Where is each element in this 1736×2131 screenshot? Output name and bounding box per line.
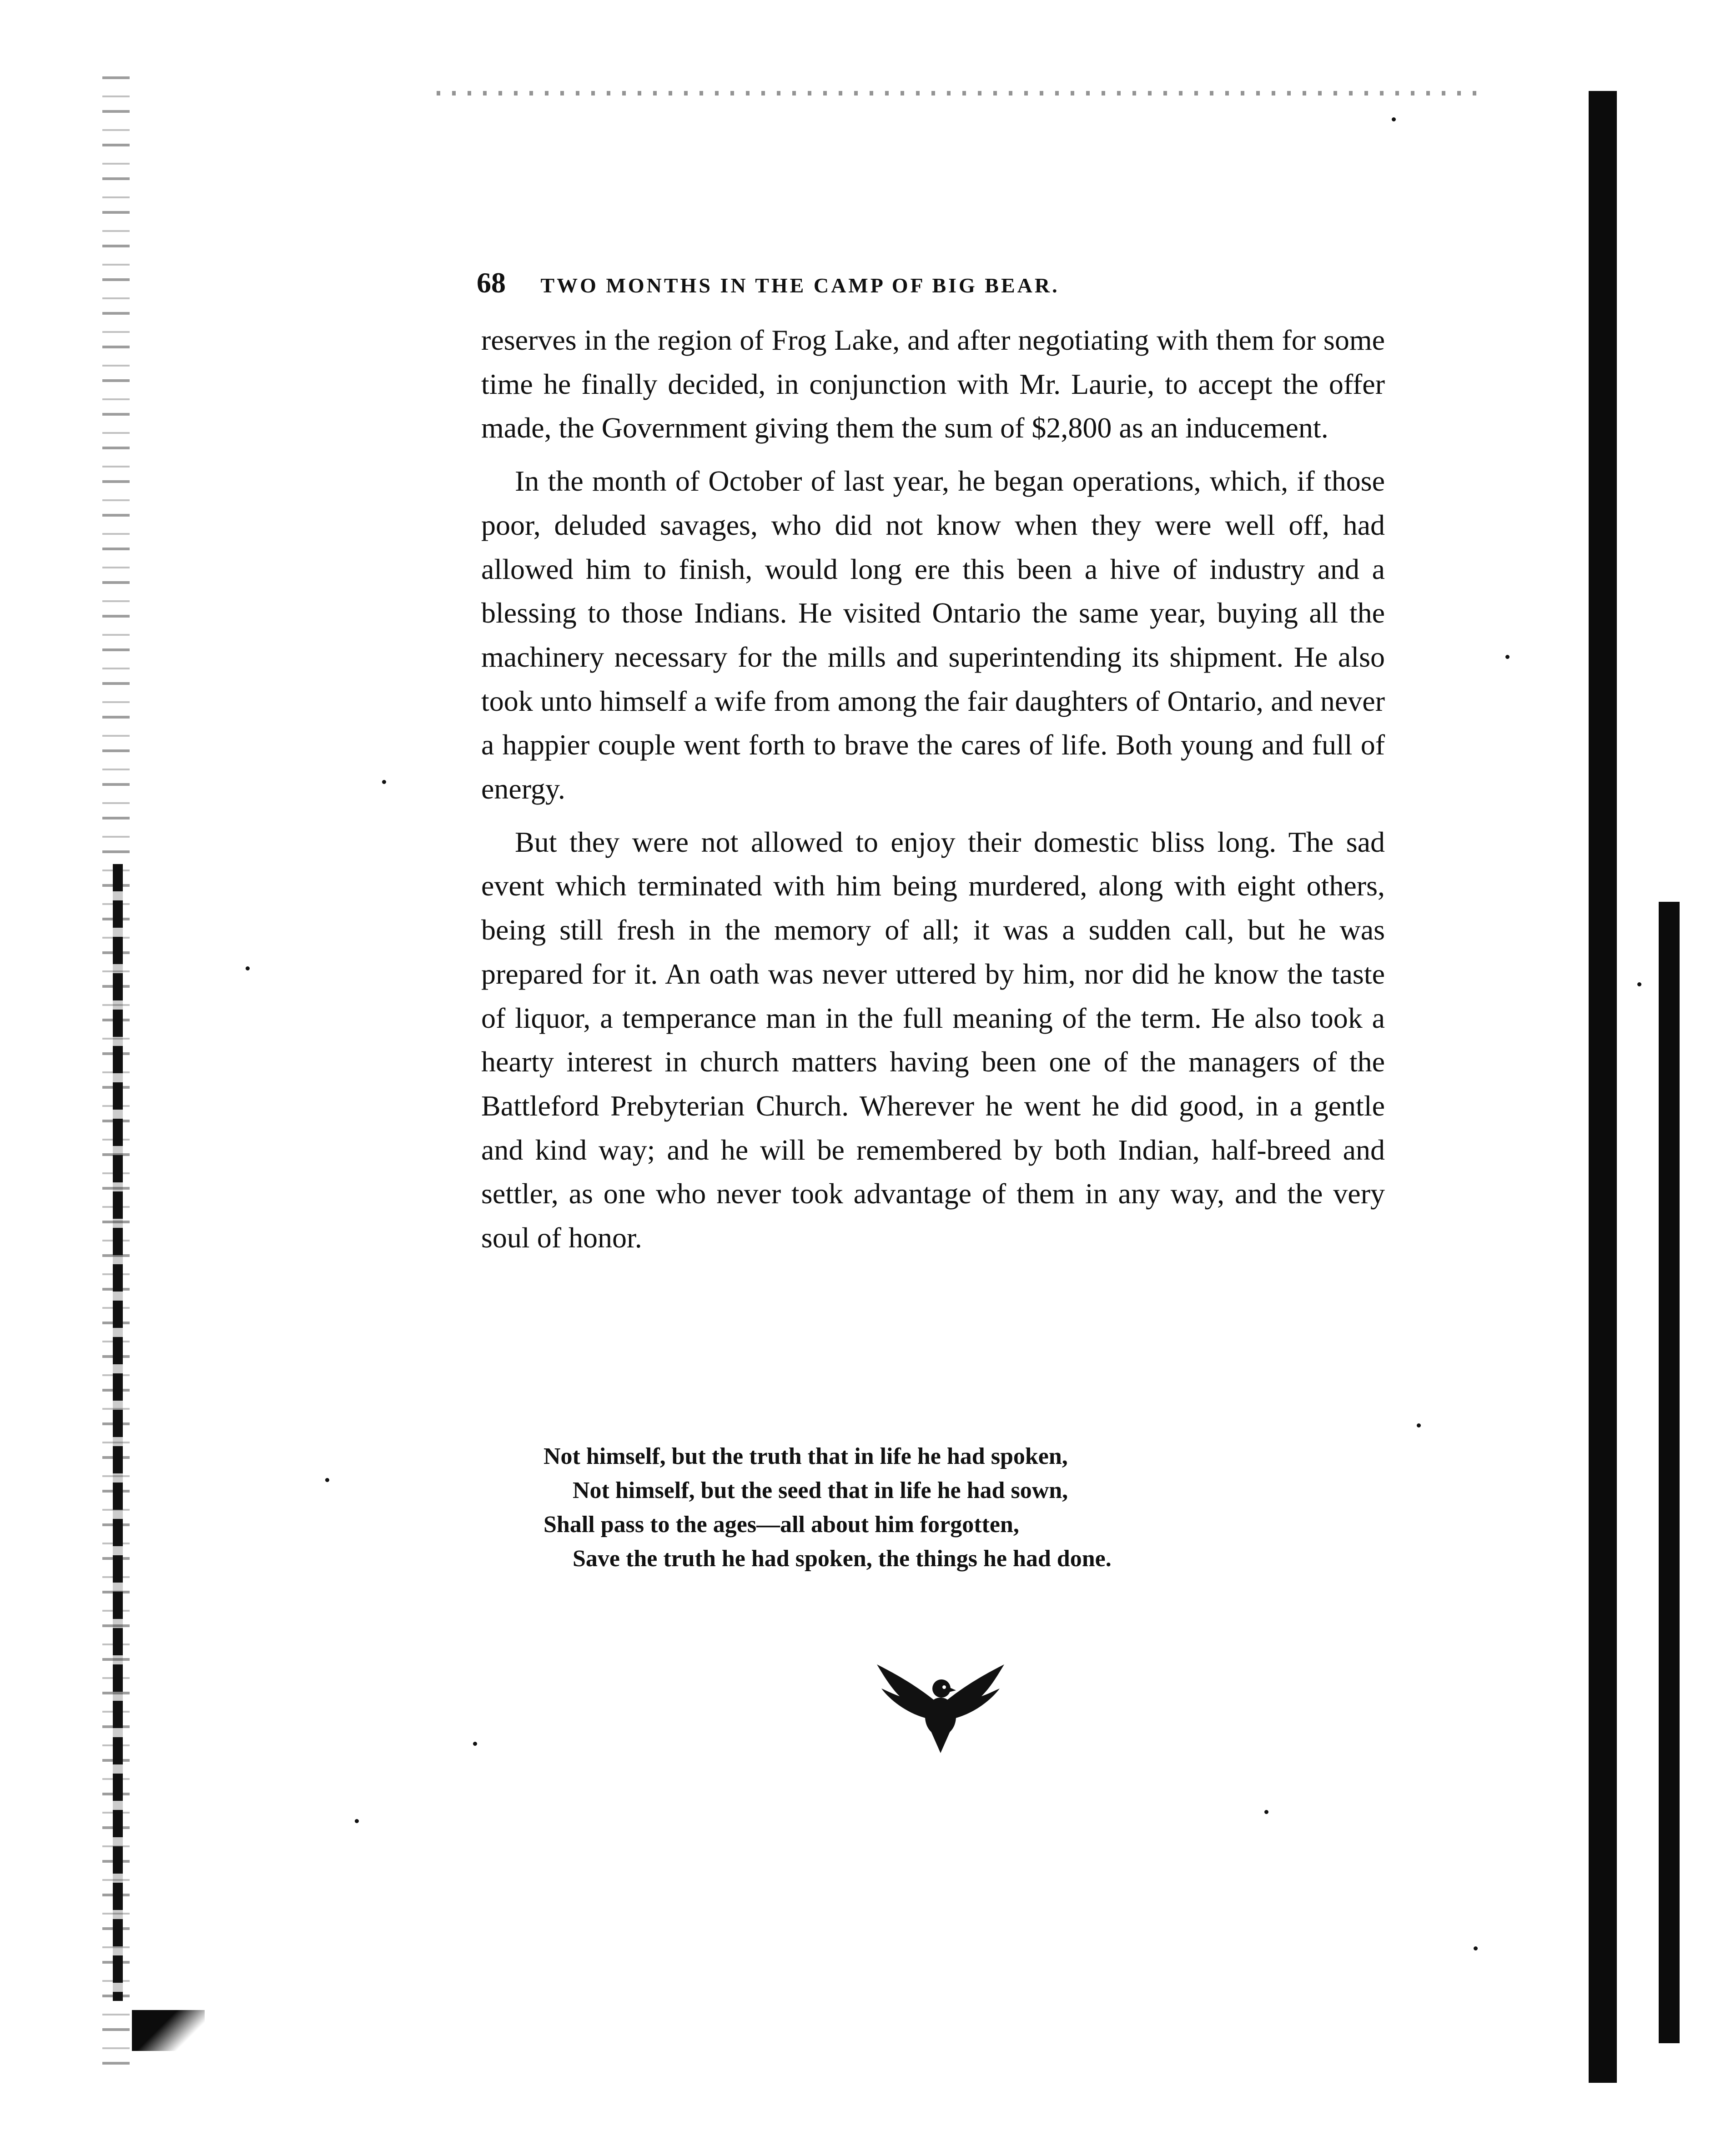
top-edge-bleed: [437, 91, 1483, 95]
scan-speck: [355, 1819, 359, 1823]
running-title: TWO MONTHS IN THE CAMP OF BIG BEAR.: [540, 274, 1060, 297]
scan-speck: [325, 1478, 329, 1482]
binding-corner-shadow: [132, 2010, 205, 2051]
scan-speck: [1637, 982, 1641, 986]
eagle-ornament-icon: [872, 1662, 1009, 1753]
scan-edge-bar: [1589, 91, 1617, 2083]
poem-line: Shall pass to the ages—all about him forgotten,: [543, 1512, 1019, 1538]
poem-stanza: [543, 1439, 1362, 1576]
scan-speck: [1264, 1810, 1268, 1814]
scan-edge-bar-inner: [1659, 902, 1680, 2043]
scan-speck: [246, 966, 250, 970]
page-number: 68: [477, 266, 506, 299]
poem-line: Save the truth he had spoken, the things he had done.: [573, 1546, 1112, 1572]
paragraph: But they were not allowed to enjoy their domestic bliss long. The sad event which terminated with him being murdered, along with eight others, being still fresh in the memory of all; it was a sudden call, but he was prepared for it. An oath was never uttered by him, nor did he know the taste of liquor, a temperance man in the full meaning of the term. He also took a hearty interest in church matters having been one of the managers of the Battleford Prebyterian Church. Wherever he went he did good, in a gentle and kind way; and he will be remembered by both Indian, half-breed and settler, as one who never took advantage of them in any way, and the very soul of honor.: [481, 825, 1385, 1254]
scan-speck: [382, 780, 386, 784]
scan-speck: [1474, 1946, 1478, 1950]
scan-speck: [473, 1742, 477, 1746]
scan-speck: [1392, 117, 1396, 121]
scan-speck: [1417, 1423, 1421, 1427]
paragraph: In the month of October of last year, he began operations, which, if those poor, deluded savages, who did not know when they were well off, had allowed him to finish, would long ere this been a hive of industry and a blessing to those Indians. He visited Ontario the same year, buying all the machinery necessary for the mills and superintending its shipment. He also took unto himself a wife from among the fair daughters of Ontario, and never a happier couple went forth to brave the cares of life. Both young and full of energy.: [481, 465, 1385, 805]
binding-shadow-dark: [113, 864, 123, 2001]
running-head: [477, 265, 1386, 301]
body-text: [481, 318, 1385, 1260]
poem-line: Not himself, but the truth that in life he had spoken,: [543, 1443, 1068, 1469]
paragraph: reserves in the region of Frog Lake, and after negotiating with them for some time he finally decided, in conjunction with Mr. Laurie, to accept the offer made, the Government giving them the sum of $2,800 as an inducement.: [481, 324, 1385, 444]
scan-speck: [1505, 655, 1510, 659]
poem-line: Not himself, but the seed that in life he had sown,: [573, 1478, 1068, 1503]
